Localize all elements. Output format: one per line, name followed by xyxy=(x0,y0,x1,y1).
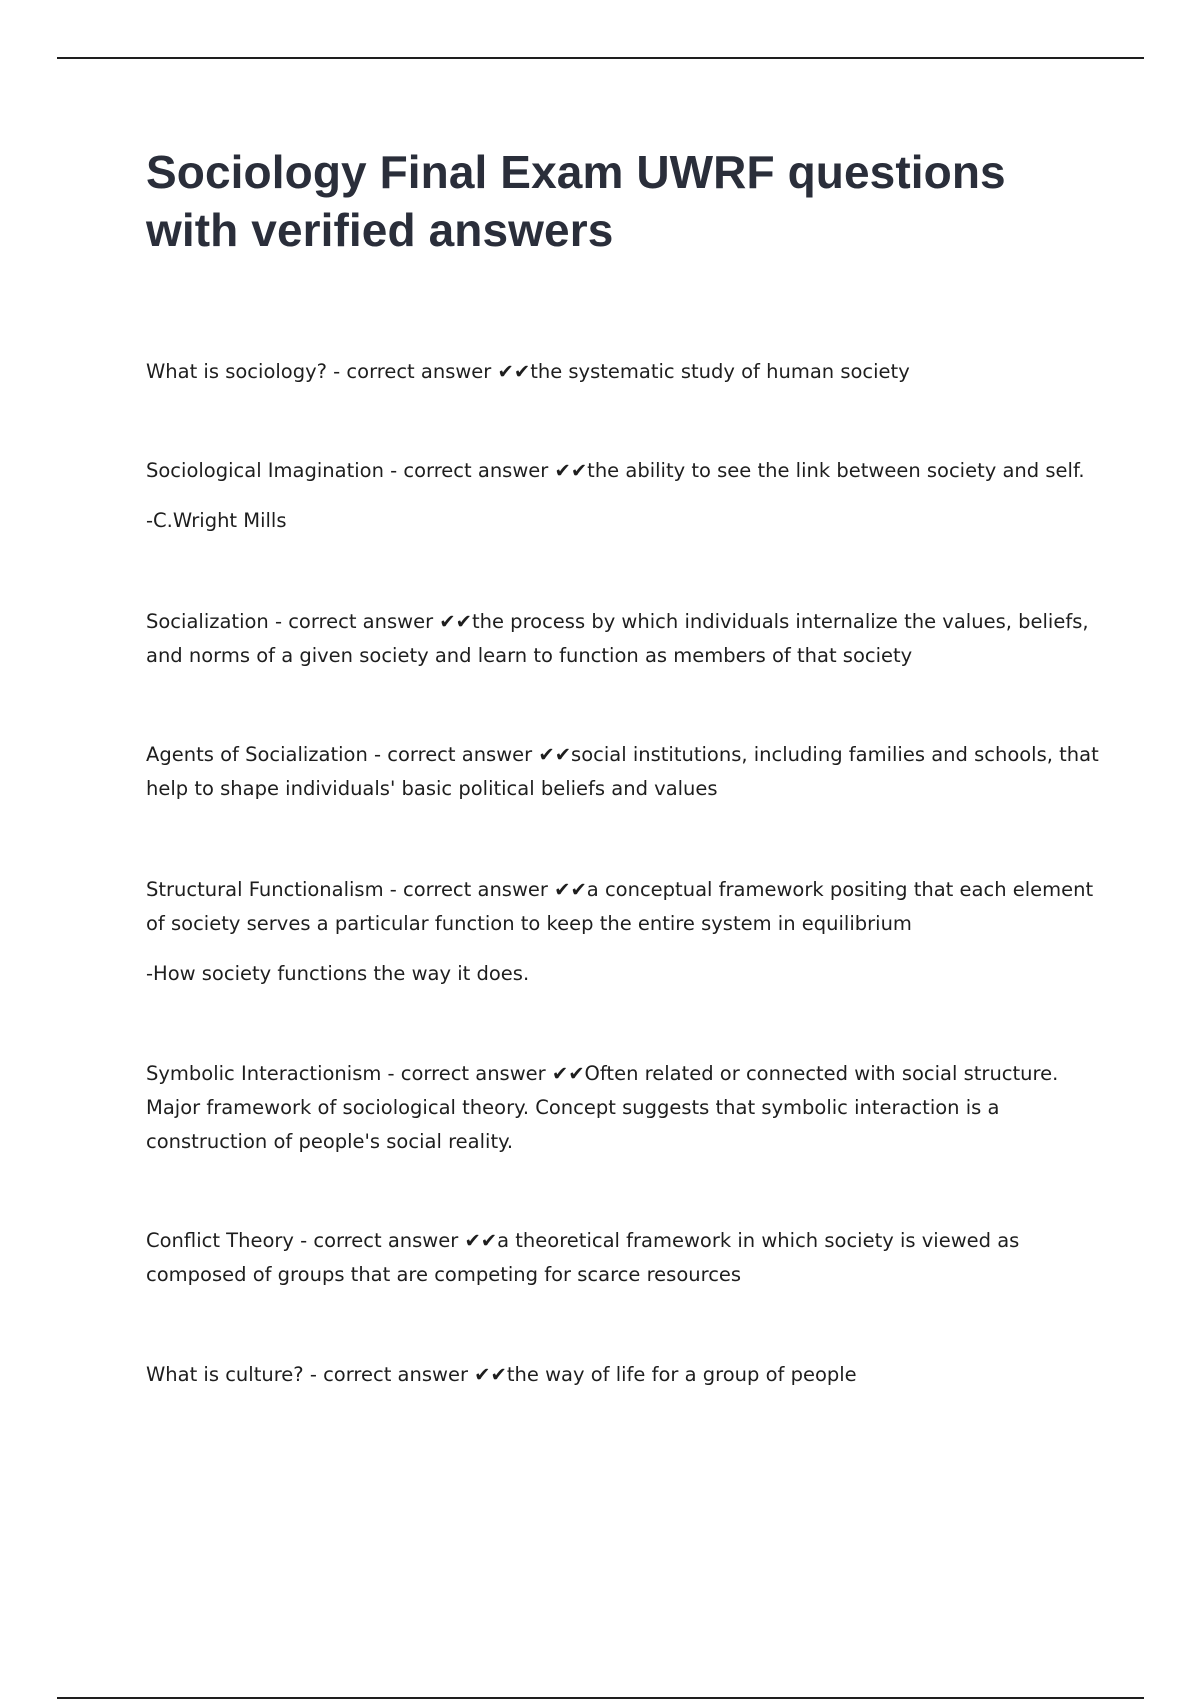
qa-text: Structural Functionalism - correct answer ✔✔a conceptual framework positing that each element of society serves a particular function to keep the entire system in equilibrium xyxy=(146,878,1094,935)
qa-item xyxy=(146,1224,1106,1292)
qa-text: Agents of Socialization - correct answer ✔✔social institutions, including families and schools, that help to shape individuals' basic political beliefs and values xyxy=(146,743,1099,800)
qa-note: -C.Wright Mills xyxy=(146,509,287,532)
qa-text: Symbolic Interactionism - correct answer ✔✔Often related or connected with social structure. Major framework of sociological theory. Concept suggests that symbolic interaction is a construction of people's social reality. xyxy=(146,1062,1059,1153)
qa-text: What is culture? - correct answer ✔✔the way of life for a group of people xyxy=(146,1363,857,1386)
qa-note: -How society functions the way it does. xyxy=(146,962,530,985)
qa-text: Socialization - correct answer ✔✔the process by which individuals internalize the values, beliefs, and norms of a given society and learn to function as members of that society xyxy=(146,610,1089,667)
footer-rule xyxy=(57,1697,1144,1699)
qa-text: Conflict Theory - correct answer ✔✔a theoretical framework in which society is viewed as composed of groups that are competing for scarce resources xyxy=(146,1229,1020,1286)
page-title: Sociology Final Exam UWRF questions with verified answers xyxy=(146,146,1006,256)
header-rule xyxy=(57,57,1144,59)
qa-text: What is sociology? - correct answer ✔✔the systematic study of human society xyxy=(146,360,910,383)
qa-item xyxy=(146,454,1106,538)
qa-item xyxy=(146,873,1106,991)
qa-item xyxy=(146,1358,1106,1392)
qa-item xyxy=(146,1057,1106,1159)
qa-item xyxy=(146,355,1106,389)
qa-item xyxy=(146,738,1106,806)
qa-text: Sociological Imagination - correct answer ✔✔the ability to see the link between society and self. xyxy=(146,459,1085,482)
qa-item xyxy=(146,605,1106,673)
